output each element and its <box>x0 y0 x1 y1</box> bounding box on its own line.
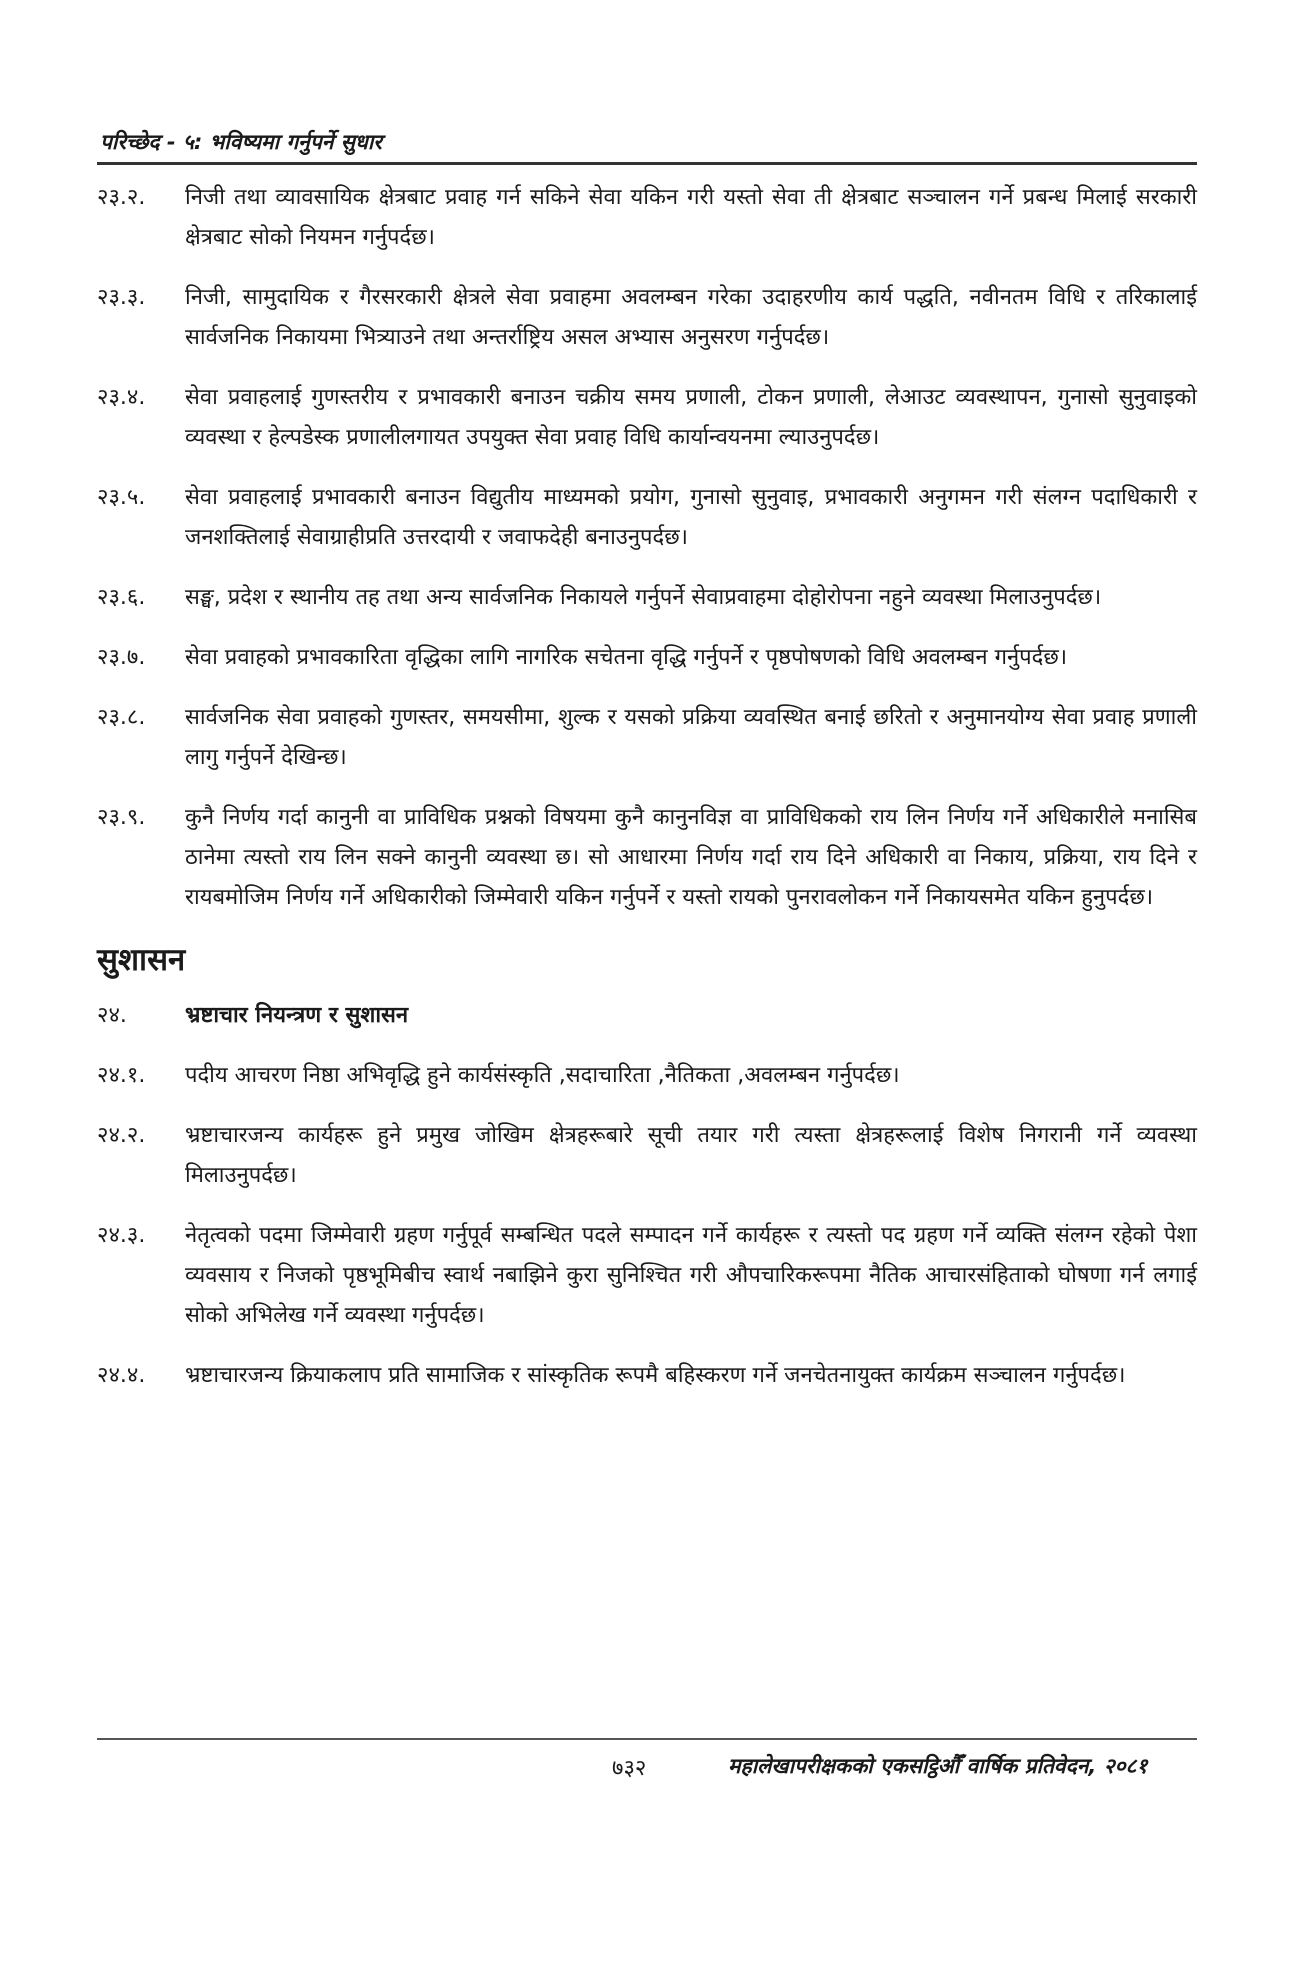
paragraph-text: भ्रष्टाचारजन्य क्रियाकलाप प्रति सामाजिक र सांस्कृतिक रूपमै बहिस्करण गर्ने जनचेतनायुक्त कार्यक्रम सञ्चालन गर्नुपर्दछ। <box>185 1363 1126 1388</box>
paragraph-text: भ्रष्टाचारजन्य कार्यहरू हुने प्रमुख जोखिम क्षेत्रहरूबारे सूची तयार गरी त्यस्ता क्षेत्रहरूलाई विशेष निगरानी गर्ने व्यवस्था मिलाउनुपर्दछ। <box>185 1123 1197 1188</box>
paragraph-text: पदीय आचरण निष्ठा अभिवृद्धि हुने कार्यसंस्कृति ,सदाचारिता ,नैतिकता ,अवलम्बन गर्नुपर्दछ। <box>185 1063 900 1088</box>
page-number: ७३२ <box>612 1756 647 1781</box>
paragraph-text: सङ्घ, प्रदेश र स्थानीय तह तथा अन्य सार्वजनिक निकायले गर्नुपर्ने सेवाप्रवाहमा दोहोरोपना नहुने व्यवस्था मिलाउनुपर्दछ। <box>185 585 1102 610</box>
subsection-number: २४. <box>97 1003 127 1028</box>
paragraph-number: २४.१. <box>97 1063 146 1088</box>
paragraph-24-4 <box>97 1356 1197 1396</box>
paragraph-number: २४.२. <box>97 1123 146 1148</box>
paragraph-number: २३.४. <box>97 385 146 410</box>
paragraph-text: निजी तथा व्यावसायिक क्षेत्रबाट प्रवाह गर्न सकिने सेवा यकिन गरी यस्तो सेवा ती क्षेत्रबाट सञ्चालन गर्ने प्रबन्ध मिलाई सरकारी क्षेत्रबाट सोको नियमन गर्नुपर्दछ। <box>185 185 1197 250</box>
paragraph-24-1 <box>97 1056 1197 1096</box>
paragraph-text: सेवा प्रवाहलाई गुणस्तरीय र प्रभावकारी बनाउन चक्रीय समय प्रणाली, टोकन प्रणाली, लेआउट व्यवस्थापन, गुनासो सुनुवाइको व्यवस्था र हेल्पडेस्क प्रणालीलगायत उपयुक्त सेवा प्रवाह विधि कार्यान्वयनमा ल्याउनुपर्दछ। <box>185 385 1197 450</box>
paragraph-23-2 <box>97 178 1197 258</box>
paragraph-number: २३.५. <box>97 485 146 510</box>
subsection-heading: भ्रष्टाचार नियन्त्रण र सुशासन <box>185 1003 409 1028</box>
paragraph-number: २३.३. <box>97 285 146 310</box>
paragraph-23-3 <box>97 278 1197 358</box>
paragraph-23-9 <box>97 798 1197 918</box>
paragraph-text: निजी, सामुदायिक र गैरसरकारी क्षेत्रले सेवा प्रवाहमा अवलम्बन गरेका उदाहरणीय कार्य पद्धति, नवीनतम विधि र तरिकालाई सार्वजनिक निकायमा भित्र्याउने तथा अन्तर्राष्ट्रिय असल अभ्यास अनुसरण गर्नुपर्दछ। <box>185 285 1197 350</box>
paragraph-23-7 <box>97 638 1197 678</box>
paragraph-number: २३.२. <box>97 185 146 210</box>
paragraph-number: २३.९. <box>97 805 146 830</box>
paragraph-text: कुनै निर्णय गर्दा कानुनी वा प्राविधिक प्रश्नको विषयमा कुनै कानुनविज्ञ वा प्राविधिकको राय लिन निर्णय गर्ने अधिकारीले मनासिब ठानेमा त्यस्तो राय लिन सक्ने कानुनी व्यवस्था छ। सो आधारमा निर्णय गर्दा राय दिने अधिकारी वा निकाय, प्रक्रिया, राय दिने र रायबमोजिम निर्णय गर्ने अधिकारीको जिम्मेवारी यकिन गर्नुपर्ने र यस्तो रायको पुनरावलोकन गर्ने निकायसमेत यकिन हुनुपर्दछ। <box>185 805 1197 910</box>
document-body <box>97 178 1197 1416</box>
paragraph-23-6 <box>97 578 1197 618</box>
paragraph-23-4 <box>97 378 1197 458</box>
paragraph-24-2 <box>97 1116 1197 1196</box>
paragraph-number: २४.४. <box>97 1363 146 1388</box>
paragraph-text: सार्वजनिक सेवा प्रवाहको गुणस्तर, समयसीमा, शुल्क र यसको प्रक्रिया व्यवस्थित बनाई छरितो र अनुमानयोग्य सेवा प्रवाह प्रणाली लागु गर्नुपर्ने देखिन्छ। <box>185 705 1197 770</box>
paragraph-number: २४.३. <box>97 1223 146 1248</box>
paragraph-number: २३.६. <box>97 585 146 610</box>
report-title: महालेखापरीक्षकको एकसट्ठिऔँ वार्षिक प्रतिवेदन, २०८१ <box>728 1754 1148 1778</box>
paragraph-text: सेवा प्रवाहको प्रभावकारिता वृद्धिका लागि नागरिक सचेतना वृद्धि गर्नुपर्ने र पृष्ठपोषणको विधि अवलम्बन गर्नुपर्दछ। <box>185 645 1068 670</box>
paragraph-23-5 <box>97 478 1197 558</box>
paragraph-24-3 <box>97 1216 1197 1336</box>
subsection-heading-row <box>97 996 1197 1036</box>
header-divider <box>97 162 1197 165</box>
footer-divider <box>97 1738 1197 1740</box>
paragraph-text: नेतृत्वको पदमा जिम्मेवारी ग्रहण गर्नुपूर्व सम्बन्धित पदले सम्पादन गर्ने कार्यहरू र त्यस्तो पद ग्रहण गर्ने व्यक्ति संलग्न रहेको पेशा व्यवसाय र निजको पृष्ठभूमिबीच स्वार्थ नबाझिने कुरा सुनिश्चित गरी औपचारिकरूपमा नैतिक आचारसंहिताको घोषणा गर्न लगाई सोको अभिलेख गर्ने व्यवस्था गर्नुपर्दछ। <box>185 1223 1197 1328</box>
paragraph-23-8 <box>97 698 1197 778</box>
paragraph-text: सेवा प्रवाहलाई प्रभावकारी बनाउन विद्युतीय माध्यमको प्रयोग, गुनासो सुनुवाइ, प्रभावकारी अनुगमन गरी संलग्न पदाधिकारी र जनशक्तिलाई सेवाग्राहीप्रति उत्तरदायी र जवाफदेही बनाउनुपर्दछ। <box>185 485 1197 550</box>
section-heading: सुशासन <box>97 942 186 978</box>
paragraph-number: २३.७. <box>97 645 146 670</box>
running-header: परिच्छेद - ५: भविष्यमा गर्नुपर्ने सुधार <box>100 130 382 154</box>
paragraph-number: २३.८. <box>97 705 146 730</box>
